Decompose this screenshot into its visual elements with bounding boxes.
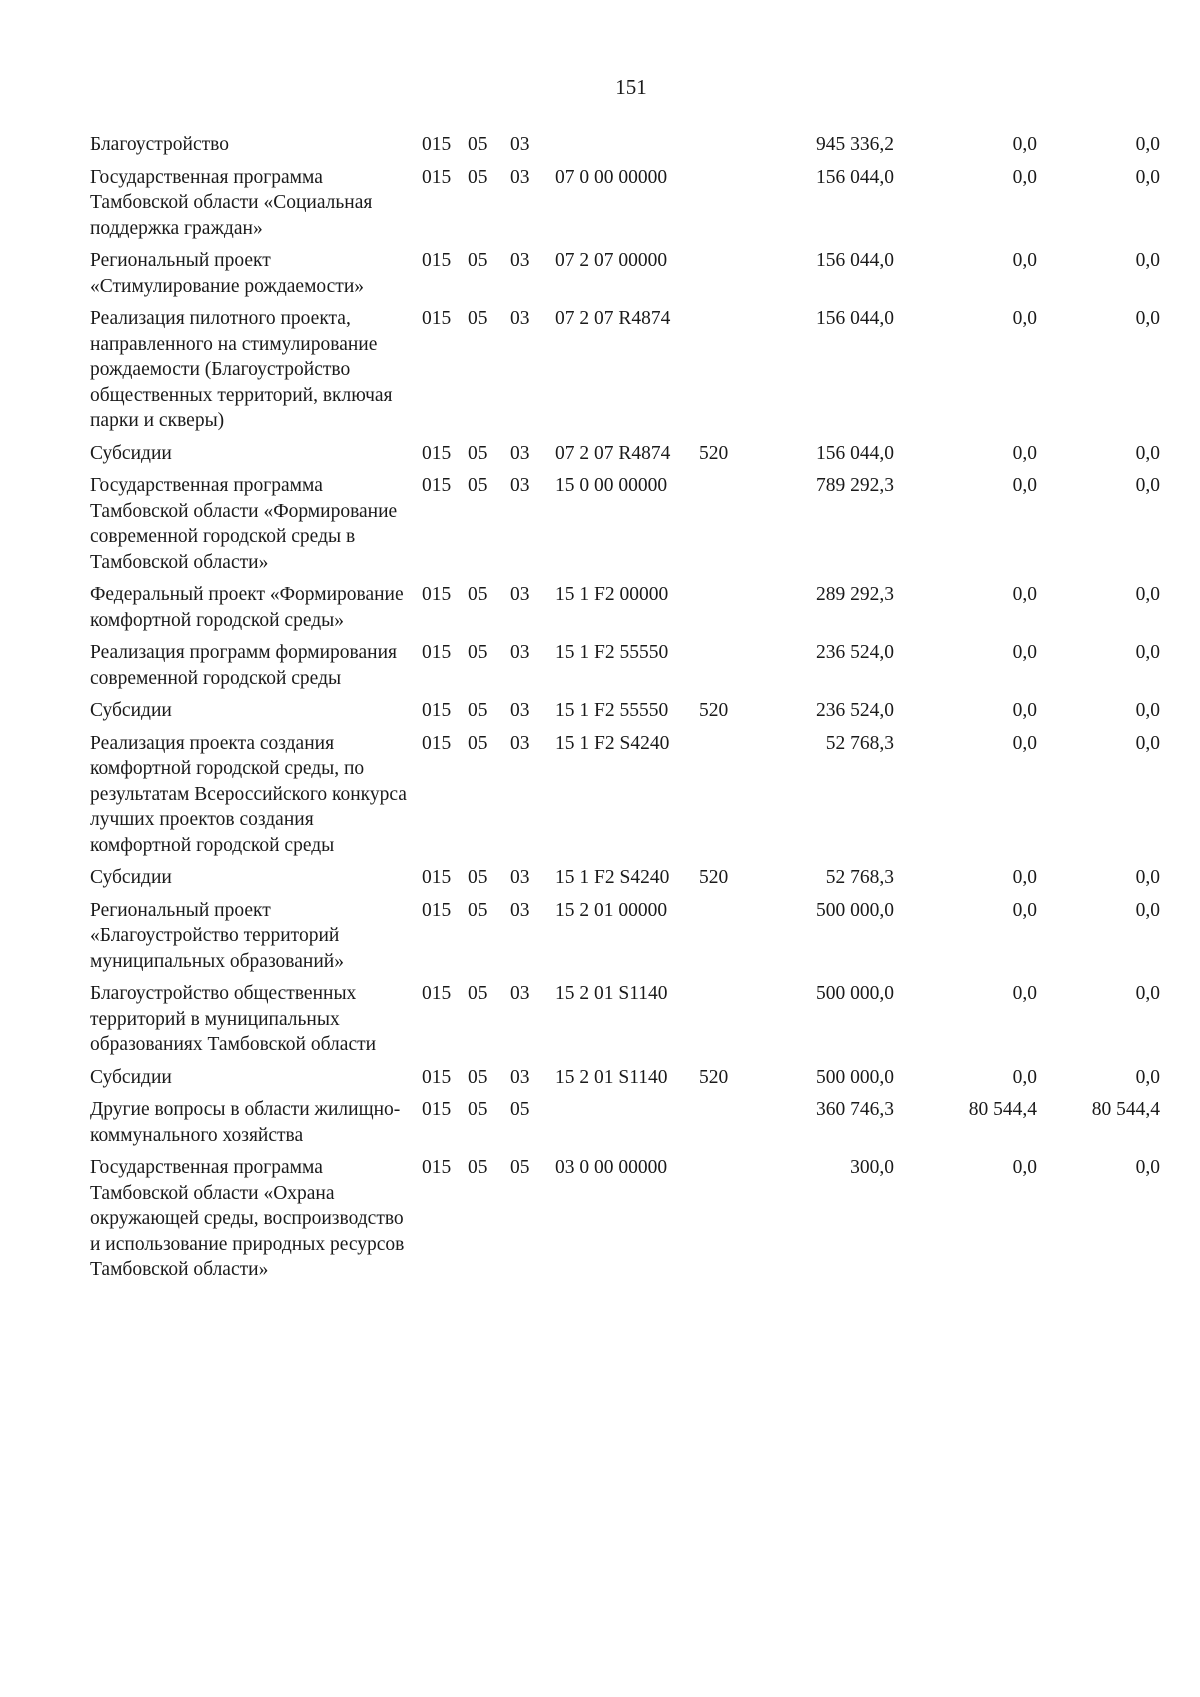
row-name: Субсидии — [90, 867, 172, 888]
expense-type-code — [699, 898, 761, 982]
section-code: 05 — [468, 166, 488, 188]
ministry-code: 015 — [422, 1157, 452, 1178]
section-code: 05 — [468, 1066, 488, 1088]
amount-year-2: 0,0 — [1012, 899, 1037, 921]
row-name: Субсидии — [90, 442, 172, 464]
amount-year-3: 0,0 — [1135, 1066, 1160, 1088]
expense-type-code — [699, 132, 761, 165]
amount-year-2: 0,0 — [1012, 308, 1037, 329]
subsection-code: 03 — [510, 1066, 530, 1088]
amount-year-2: 0,0 — [1012, 983, 1037, 1004]
amount-year-2: 80 544,4 — [968, 1099, 1037, 1120]
section-code: 05 — [468, 732, 488, 754]
amount-year-1: 500 000,0 — [816, 1066, 894, 1088]
table-row — [90, 132, 1160, 165]
row-name: Региональный проект «Благоустройство территорий муниципальных образований» — [90, 899, 344, 972]
expense-type-code: 520 — [699, 700, 729, 721]
target-article-code: 15 1 F2 55550 — [555, 642, 669, 663]
budget-table — [90, 132, 1160, 1290]
amount-year-1: 300,0 — [850, 1157, 894, 1178]
row-name: Субсидии — [90, 1066, 172, 1088]
subsection-code: 03 — [510, 584, 530, 605]
amount-year-2: 0,0 — [1012, 642, 1037, 663]
amount-year-3: 0,0 — [1135, 442, 1160, 464]
amount-year-3: 0,0 — [1135, 642, 1160, 663]
table-row — [90, 731, 1160, 866]
amount-year-3: 0,0 — [1135, 166, 1160, 188]
table-row — [90, 582, 1160, 640]
amount-year-2: 0,0 — [1012, 1157, 1037, 1178]
amount-year-3: 0,0 — [1135, 867, 1160, 888]
target-article-code: 15 1 F2 S4240 — [555, 867, 670, 888]
row-name: Региональный проект «Стимулирование рождаемости» — [90, 250, 365, 297]
amount-year-3: 0,0 — [1135, 899, 1160, 921]
target-article-code: 07 2 07 R4874 — [555, 308, 671, 329]
table-row — [90, 865, 1160, 898]
ministry-code: 015 — [422, 1066, 452, 1088]
target-article-code: 15 2 01 00000 — [555, 899, 668, 921]
target-article-code: 15 2 01 S1140 — [555, 983, 668, 1004]
subsection-code: 03 — [510, 732, 530, 754]
budget-table-body — [90, 132, 1160, 1290]
ministry-code: 015 — [422, 250, 452, 271]
expense-type-code: 520 — [699, 867, 729, 888]
amount-year-1: 945 336,2 — [816, 134, 894, 155]
expense-type-code: 520 — [699, 1066, 729, 1088]
ministry-code: 015 — [422, 983, 452, 1004]
target-article-code: 15 1 F2 S4240 — [555, 732, 670, 754]
target-article-code — [555, 1097, 699, 1155]
amount-year-3: 0,0 — [1135, 250, 1160, 271]
amount-year-3: 0,0 — [1135, 700, 1160, 721]
section-code: 05 — [468, 475, 488, 496]
amount-year-2: 0,0 — [1012, 584, 1037, 605]
amount-year-1: 360 746,3 — [816, 1099, 894, 1120]
amount-year-2: 0,0 — [1012, 1066, 1037, 1088]
section-code: 05 — [468, 983, 488, 1004]
expense-type-code — [699, 582, 761, 640]
row-name: Благоустройство — [90, 134, 229, 155]
amount-year-1: 500 000,0 — [816, 899, 894, 921]
row-name: Реализация программ формирования современной городской среды — [90, 642, 398, 689]
amount-year-3: 0,0 — [1135, 983, 1160, 1004]
table-row — [90, 898, 1160, 982]
amount-year-2: 0,0 — [1012, 134, 1037, 155]
amount-year-1: 156 044,0 — [816, 250, 894, 271]
expense-type-code — [699, 165, 761, 249]
table-row — [90, 640, 1160, 698]
amount-year-1: 156 044,0 — [816, 442, 894, 464]
section-code: 05 — [468, 308, 488, 329]
row-name: Субсидии — [90, 700, 172, 721]
amount-year-2: 0,0 — [1012, 475, 1037, 496]
ministry-code: 015 — [422, 899, 452, 921]
subsection-code: 03 — [510, 642, 530, 663]
expense-type-code — [699, 248, 761, 306]
section-code: 05 — [468, 867, 488, 888]
row-name: Федеральный проект «Формирование комфортной городской среды» — [90, 584, 404, 631]
section-code: 05 — [468, 250, 488, 271]
target-article-code: 15 0 00 00000 — [555, 475, 668, 496]
amount-year-3: 0,0 — [1135, 1157, 1160, 1178]
page-number: 151 — [615, 75, 647, 99]
row-name: Реализация пилотного проекта, направленного на стимулирование рождаемости (Благоустройство общественных территорий, включая парки и скверы) — [90, 308, 393, 431]
section-code: 05 — [468, 442, 488, 464]
table-row — [90, 698, 1160, 731]
subsection-code: 03 — [510, 442, 530, 464]
row-name: Государственная программа Тамбовской области «Формирование современной городской среды в Тамбовской области» — [90, 475, 398, 573]
table-row — [90, 165, 1160, 249]
amount-year-3: 0,0 — [1135, 134, 1160, 155]
expense-type-code — [699, 731, 761, 866]
section-code: 05 — [468, 1099, 488, 1120]
amount-year-2: 0,0 — [1012, 250, 1037, 271]
subsection-code: 05 — [510, 1099, 530, 1120]
target-article-code: 07 0 00 00000 — [555, 166, 668, 188]
table-row — [90, 248, 1160, 306]
expense-type-code — [699, 640, 761, 698]
target-article-code: 07 2 07 00000 — [555, 250, 668, 271]
subsection-code: 03 — [510, 983, 530, 1004]
row-name: Государственная программа Тамбовской области «Социальная поддержка граждан» — [90, 166, 373, 239]
expense-type-code — [699, 306, 761, 441]
section-code: 05 — [468, 700, 488, 721]
section-code: 05 — [468, 134, 488, 155]
section-code: 05 — [468, 899, 488, 921]
section-code: 05 — [468, 584, 488, 605]
target-article-code: 03 0 00 00000 — [555, 1157, 668, 1178]
ministry-code: 015 — [422, 442, 452, 464]
amount-year-1: 289 292,3 — [816, 584, 894, 605]
amount-year-3: 0,0 — [1135, 584, 1160, 605]
section-code: 05 — [468, 1157, 488, 1178]
amount-year-3: 0,0 — [1135, 732, 1160, 754]
subsection-code: 03 — [510, 134, 530, 155]
table-row — [90, 473, 1160, 582]
table-row — [90, 981, 1160, 1065]
amount-year-3: 80 544,4 — [1091, 1099, 1160, 1120]
subsection-code: 03 — [510, 867, 530, 888]
subsection-code: 03 — [510, 250, 530, 271]
ministry-code: 015 — [422, 134, 452, 155]
amount-year-2: 0,0 — [1012, 166, 1037, 188]
target-article-code — [555, 132, 699, 165]
amount-year-1: 236 524,0 — [816, 700, 894, 721]
target-article-code: 15 1 F2 00000 — [555, 584, 669, 605]
ministry-code: 015 — [422, 1099, 452, 1120]
amount-year-1: 156 044,0 — [816, 166, 894, 188]
ministry-code: 015 — [422, 642, 452, 663]
amount-year-1: 789 292,3 — [816, 475, 894, 496]
table-row — [90, 1065, 1160, 1098]
ministry-code: 015 — [422, 867, 452, 888]
target-article-code: 07 2 07 R4874 — [555, 442, 671, 464]
amount-year-1: 500 000,0 — [816, 983, 894, 1004]
amount-year-1: 52 768,3 — [825, 732, 894, 754]
ministry-code: 015 — [422, 700, 452, 721]
expense-type-code — [699, 981, 761, 1065]
subsection-code: 03 — [510, 308, 530, 329]
row-name: Благоустройство общественных территорий в муниципальных образованиях Тамбовской области — [90, 983, 377, 1055]
ministry-code: 015 — [422, 584, 452, 605]
subsection-code: 03 — [510, 899, 530, 921]
subsection-code: 05 — [510, 1157, 530, 1178]
row-name: Реализация проекта создания комфортной городской среды, по результатам Всероссийского конкурса лучших проектов создания комфортной городской среды — [90, 732, 407, 856]
amount-year-2: 0,0 — [1012, 867, 1037, 888]
section-code: 05 — [468, 642, 488, 663]
subsection-code: 03 — [510, 166, 530, 188]
amount-year-3: 0,0 — [1135, 308, 1160, 329]
ministry-code: 015 — [422, 308, 452, 329]
amount-year-2: 0,0 — [1012, 700, 1037, 721]
ministry-code: 015 — [422, 166, 452, 188]
expense-type-code: 520 — [699, 442, 729, 464]
amount-year-1: 52 768,3 — [825, 867, 894, 888]
amount-year-1: 156 044,0 — [816, 308, 894, 329]
expense-type-code — [699, 1155, 761, 1290]
target-article-code: 15 2 01 S1140 — [555, 1066, 668, 1088]
amount-year-1: 236 524,0 — [816, 642, 894, 663]
target-article-code: 15 1 F2 55550 — [555, 700, 669, 721]
ministry-code: 015 — [422, 732, 452, 754]
amount-year-3: 0,0 — [1135, 475, 1160, 496]
amount-year-2: 0,0 — [1012, 442, 1037, 464]
subsection-code: 03 — [510, 700, 530, 721]
table-row — [90, 1097, 1160, 1155]
table-row — [90, 441, 1160, 474]
expense-type-code — [699, 473, 761, 582]
subsection-code: 03 — [510, 475, 530, 496]
row-name: Другие вопросы в области жилищно-коммунального хозяйства — [90, 1099, 401, 1146]
table-row — [90, 1155, 1160, 1290]
ministry-code: 015 — [422, 475, 452, 496]
table-row — [90, 306, 1160, 441]
expense-type-code — [699, 1097, 761, 1155]
amount-year-2: 0,0 — [1012, 732, 1037, 754]
row-name: Государственная программа Тамбовской области «Охрана окружающей среды, воспроизводство и использование природных ресурсов Тамбовской области» — [90, 1157, 405, 1280]
